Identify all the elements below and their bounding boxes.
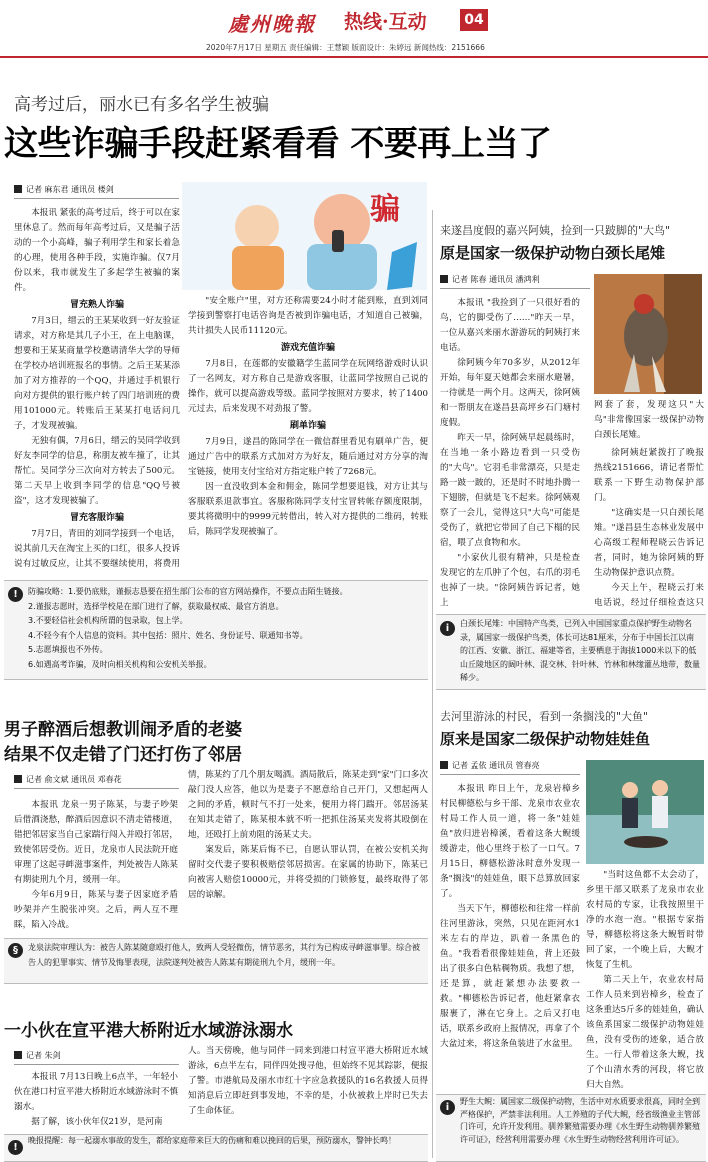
drowning-tip-text: 晚报提醒：每一起溺水事故的发生，都给家庭带来巨大的伤痛和难以挽回的后果，预防溺水，警钟长鸣！ bbox=[28, 1136, 396, 1145]
story4-para-7: 今天上午，程晓云打来电话说，经过仔细检查这只 bbox=[594, 583, 704, 608]
story2-column-2 bbox=[188, 768, 428, 930]
scam-glyph: 骗 bbox=[370, 192, 400, 227]
story4-caption bbox=[594, 398, 704, 444]
lead-illustration bbox=[182, 182, 427, 290]
story3-para-3: 人。当天傍晚，他与同伴一同来到港口村宣平港大桥附近水域游泳，6点半左右，同伴四处搜寻他，但始终不见其踪影，便报了警。市港航局及丽水市红十字应急救援队的16名救援人员得知消息后立即赶到事发地，不幸的是，小伙被救上岸时已失去了生命体征。 bbox=[188, 1046, 428, 1116]
story4-column-2 bbox=[594, 446, 704, 610]
lead-byline-text: 记者 麻东君 通讯员 楼剑 bbox=[26, 184, 114, 194]
byline-marker bbox=[14, 1051, 22, 1059]
warning-icon: ! bbox=[8, 1140, 23, 1155]
story4-headline: 原是国家一级保护动物白颈长尾雉 bbox=[440, 244, 666, 262]
story4-byline-rule bbox=[440, 288, 590, 289]
lead-column-2 bbox=[188, 294, 428, 572]
drowning-tip bbox=[4, 1134, 428, 1162]
lead-kicker: 高考过后，丽水已有多名学生被骗 bbox=[14, 95, 269, 115]
lead-para-8: 因一直没收到本金和佣金，陈同学想要退钱，对方让其与客服联系退款事宜。客服称陈同学支付宝冒转帐存额度限制，要其将微明中的9999元转借出，转入对方提供的二维码，转账后，陈同学发现被骗了。 bbox=[188, 482, 428, 537]
issue-info: 2020年7月17日 星期五 责任编辑：王慧颖 版面设计：朱婷远 新闻热线：2151666 bbox=[206, 43, 485, 52]
info-icon: ! bbox=[8, 587, 23, 602]
story2-para-1: 本报讯 龙泉一男子陈某，与妻子吵架后借酒浇愁，醉酒后因意识不清走错楼道，错把邻居家当自己家踹行闯入并殴打邻居，致使邻居受伤。近日，龙泉市人民法院开庭审理了这起寻衅滋事案件，判处被告人陈某有期徒刑九个月，缓刑一年。 bbox=[14, 800, 178, 885]
lead-para-5: "安全账户"里，对方还称需要24小时才能到账，直到刘同学接到警察打电话咨询是否被到诈骗电话，才知道自己被骗，共计损失人民币11120元。 bbox=[188, 296, 428, 336]
tip-line: 5.志愿填报也不外传。 bbox=[28, 645, 108, 654]
story3-para-1: 本报讯 7月13日晚上6点半，一年轻小伙在港口村宣平港大桥附近水域游泳时不慎溺水。 bbox=[14, 1072, 178, 1112]
court-note-text: 龙泉法院审理认为：被告人陈某随意殴打他人，致两人受轻微伤，情节恶劣，其行为已构成寻衅滋事罪。综合被告人的犯罪事实、情节及悔罪表现，法院遂判处被告人陈某有期徒刑九个月，缓刑一年。 bbox=[28, 943, 420, 967]
story4-kicker: 来遂昌度假的嘉兴阿姨，捡到一只跛脚的"大鸟" bbox=[440, 224, 671, 237]
lead-byline bbox=[14, 182, 114, 196]
masthead bbox=[0, 0, 708, 58]
story5-headline: 原来是国家二级保护动物娃娃鱼 bbox=[440, 730, 651, 748]
tip-line: 4.不轻今有个人信息的资料。其中包括：照片、姓名、身份证号、联通知书等。 bbox=[28, 630, 308, 640]
story4-column-1 bbox=[440, 296, 580, 610]
story4-para-6: "这确实是一只白颈长尾雉。"遂昌县生态林业发展中心高级工程师程晓云告诉记者，同时，她为徐阿姨的野生动物保护意识点赞。 bbox=[594, 508, 704, 578]
salamander-image bbox=[586, 760, 704, 864]
tips-list bbox=[28, 585, 424, 672]
lead-subhead-3: 游戏充值诈骗 bbox=[280, 343, 335, 353]
story4-byline bbox=[440, 272, 540, 286]
story5-para-4: 第二天上午，农业农村局工作人员来到岩樟乡，检查了这条重达5斤多的娃娃鱼，确认该鱼系国家二级保护动物娃娃鱼，没有受伤的迹象，适合放生。一行人带着这条大鲵，找了个山清水秀的河段，将它放归大自然。 bbox=[586, 975, 704, 1090]
tip-line: 6.如遇高考诈骗，及时向相关机构和公安机关举报。 bbox=[28, 659, 212, 669]
story5-byline-text: 记者 孟依 通讯员 管春亮 bbox=[452, 760, 540, 770]
story2-byline-rule bbox=[14, 788, 179, 789]
salamander-photo bbox=[586, 760, 704, 864]
tip-line: 2.谨报志愿时，选择学校是在部门进行了解，获取最权威、最官方消息。 bbox=[28, 601, 284, 611]
fish-icon: i bbox=[440, 1100, 455, 1115]
story2-headline-2: 结果不仅走错了门还打伤了邻居 bbox=[4, 745, 242, 765]
lead-subhead-1: 冒充熟人诈骗 bbox=[69, 300, 124, 310]
lead-para-2: 7月3日，缙云的王某某收到一好友验证请求，对方称是其几子小王，在上电脑课，想要和王某某商量学校邀请清华大学的导师在学校办培训班报名的事情。之后王某某添加了对方推荐的一个QQ，并通过手机银行向对方提供的银行账户转了四门培训班的费用101000元。转账后王某某打电话问几子，才发现被骗。 bbox=[14, 316, 180, 431]
story2-column-1 bbox=[14, 798, 178, 930]
salamander-note-text: 野生大鲵：属国家二级保护动物，生活中对水质要求很高，同时全到严格保护，严禁非法利用。人工养殖的子代大鲵，经省级渔业主管部门许可，允许开发利用。驯养繁殖需要办理《水生野生动物驯养繁殖许可证》，经营利用需要办理《水生野生动物经营利用许可证》。 bbox=[460, 1097, 700, 1144]
story4-para-3: 昨天一早，徐阿姨早起晨练时，在当地一条小路边看到一只受伤的"大鸟"。它羽毛非常漂亮，只是走路一跛一跛的，还是时不时地扑腾一下翅膀，但就是飞不起来。徐阿姨观察了一会儿，觉得这只"大鸟"可能是受伤了，就把它带回了自己下榻的民宿，喂了点食物和水。 bbox=[440, 433, 580, 548]
lead-para-1: 本报讯 紧张的高考过后，终于可以在家里休息了。然而每年高考过后，又是骗子活动的一个小高峰，骗子利用学生和家长着急的心理，使用各种手段，实施诈骗。仅7月份以来，我市就发生了多起学生被骗的案件。 bbox=[14, 208, 180, 293]
story4-para-4: "小家伙儿很有精神，只是检查发现它的左爪肿了个包，右爪的羽毛也掉了一块。"徐阿姨告诉记者，她上 bbox=[440, 553, 580, 608]
story2-para-2: 今年6月9日，陈某与妻子因家庭矛盾吵架并产生脱张冲突。之后，两人互不理睬，陷入冷战。 bbox=[14, 890, 178, 930]
story4-para-2: 徐阿姨今年70多岁，从2012年开始，每年夏天她都会来丽水避暑，一待就是一两个月。这两天，徐阿姨和一帮朋友在遂昌县高坪乡石门塘村度假。 bbox=[440, 358, 580, 428]
info-icon: i bbox=[440, 621, 455, 636]
story4-para-1: 本报讯 "我捡到了一只很好看的鸟，它的脚受伤了……"昨天一早，一位从嘉兴来丽水游游玩的阿姨打来电话。 bbox=[440, 298, 580, 353]
story3-byline-text: 记者 朱剑 bbox=[26, 1050, 61, 1060]
story2-headline-1: 男子醉酒后想教训闹矛盾的老婆 bbox=[4, 720, 242, 740]
story5-para-1: 本报讯 昨日上午，龙泉岩樟乡村民柳德松与乡干部、龙泉市农业农村局工作人员一道，将一条"娃娃鱼"放归进岩樟溪，看着这条大鲵缓缓游走，他心里终于松了一口气。7月15日，柳德松游泳时意外发现一条"搁浅"的娃娃鱼，眼下总算放回家了。 bbox=[440, 784, 580, 899]
pheasant-note bbox=[436, 614, 706, 690]
story3-para-2: 据了解，该小伙年仅21岁，是河南 bbox=[31, 1117, 163, 1127]
tip-line: 3.不要轻信社会机构所谓的包录取，包上学。 bbox=[28, 616, 188, 625]
story2-byline-text: 记者 俞文斌 通讯员 邓春花 bbox=[26, 774, 122, 784]
story2-para-5: 案发后，陈某后悔不已，自愿认罪认罚，在被公安机关拘留时交代妻子要积极赔偿邻居损害。在家属的协助下，陈某已向被害人赔偿10000元，并将受损的门锁修复，最终取得了邻居的谅解。 bbox=[188, 845, 428, 900]
story3-byline bbox=[14, 1048, 61, 1062]
story2-byline bbox=[14, 772, 122, 786]
story5-para-2: 当天下午，柳德松和往常一样前往河里游泳，突然，只见在距河水1米左右的岸边，趴着一条黑色的鱼。"我看看很像娃娃鱼，背上还鼓出了很多白色粘稠物质。我想了想，还是算，就赶紧想办法要救一救。"柳德松告诉记者，他赶紧拿衣服裹了，淋在它身上。之后又打电话，联系乡政府上报情况，再拿了个大盆过来，将这条鱼装进了水盆里。 bbox=[440, 904, 580, 1049]
lead-para-6: 7月8日，在莲都的安徽籍学生蓝同学在玩网络游戏时认识了一名网友，对方称自己是游戏客服，让蓝同学按照自己说的操作，就可以提高游戏等级。蓝同学按照对方要求，转了1400元过去，后来发现不对劲报了警。 bbox=[188, 359, 428, 414]
lead-para-3: 无独有偶，7月6日，缙云的吴同学收到好友李同学的信息，称朋友被车撞了，让其帮忙。吴同学分三次向对方转去了500元。第二天早上收到李同学的信息"QQ号被盗"，这才发现被骗了。 bbox=[14, 436, 180, 506]
story5-column-2 bbox=[586, 868, 704, 1112]
byline-marker bbox=[14, 185, 22, 193]
gavel-icon: § bbox=[8, 943, 23, 958]
lead-column-1 bbox=[14, 206, 180, 571]
story5-para-3: "当时这鱼都不太会动了，乡里干部又联系了龙泉市农业农村局的专家，让我按照里干净的水泡一泡。"根据专家指导，柳德松将这条大鲵暂时带回了家，一个晚上后，大鲵才恢复了生机。 bbox=[586, 870, 704, 970]
tip-line: 防骗攻略：1.要仍底账，谨振志恳要在招生部门公布的官方网站操作，不要点击陌生链接。 bbox=[28, 587, 348, 596]
lead-byline-rule bbox=[14, 198, 179, 199]
story3-byline-rule bbox=[14, 1064, 179, 1065]
story4-byline-text: 记者 陈春 通讯员 潘鸿利 bbox=[452, 274, 540, 284]
lead-headline: 这些诈骗手段赶紧看看 不要再上当了 bbox=[4, 124, 552, 164]
paper-logo: 處州晚報 bbox=[228, 12, 316, 36]
lead-para-4: 7月7日，青田的刘同学接到一个电话，说其前几天在淘宝上买的口红，很多人投诉说有过敏反应，让其不要继续使用，将费用 bbox=[14, 529, 180, 569]
column-divider bbox=[432, 210, 433, 1158]
pheasant-image bbox=[594, 274, 702, 394]
lead-para-7: 7月9日，遂昌的陈同学在一微信群里看见有刷单广告，便通过广告中的联系方式加对方为好友，随后通过对方分享的淘宝链接，使用支付宝给对方指定账户转了7268元。 bbox=[188, 437, 428, 477]
story5-byline bbox=[440, 758, 540, 772]
salamander-note bbox=[436, 1094, 706, 1162]
byline-marker bbox=[14, 775, 22, 783]
lead-subhead-2: 冒充客服诈骗 bbox=[69, 513, 124, 523]
pheasant-caption: 网套了套，发现这只"大鸟"非常像国家一级保护动物白颈长尾雉。 bbox=[594, 400, 704, 440]
byline-marker bbox=[440, 761, 448, 769]
court-note bbox=[4, 938, 428, 984]
story2-para-4: 情，陈某约了几个朋友喝酒。酒局散后，陈某走到"家"门口多次敲门没人应答，他以为是妻子不愿意给自己开门，又想起两人之间的矛盾，顿时气不打一处来，便用力将门踹开。邻居汤某在知其走错了，陈某根本就不听一把抓住汤某夹发将其殴倒在地，还殴打上前劝阻的汤某丈夫。 bbox=[188, 770, 428, 840]
story5-kicker: 去河里游泳的村民，看到一条搁浅的"大鱼" bbox=[440, 710, 649, 723]
story5-column-1 bbox=[440, 782, 580, 1112]
byline-marker bbox=[440, 275, 448, 283]
story3-column-1 bbox=[14, 1070, 178, 1132]
pheasant-photo bbox=[594, 274, 702, 394]
lead-subhead-4: 刷单诈骗 bbox=[289, 421, 326, 431]
story5-byline-rule bbox=[440, 774, 580, 775]
story3-column-2 bbox=[188, 1044, 428, 1132]
page-number: 04 bbox=[460, 9, 488, 31]
section-title: 热线·互动 bbox=[344, 11, 427, 33]
story4-para-5: 徐阿姨赶紧拨打了晚报热线2151666，请记者帮忙联系一下野生动物保护部门。 bbox=[594, 448, 704, 503]
masthead-rule bbox=[0, 56, 708, 58]
anti-fraud-tips bbox=[4, 580, 428, 680]
story3-headline: 一小伙在宣平港大桥附近水域游泳溺水 bbox=[4, 1021, 293, 1041]
pheasant-note-text: 白颈长尾雉：中国特产鸟类，已列入中国国家重点保护野生动物名录，属国家一级保护鸟类，体长可达81厘米，分布于中国长江以南的江西、安徽、浙江、福建等省，主要栖息于海拔1000米以下的低山丘陵地区的阔叶林、混交林、针叶林、竹林和林缘灌丛地带，数量稀少。 bbox=[460, 619, 700, 682]
